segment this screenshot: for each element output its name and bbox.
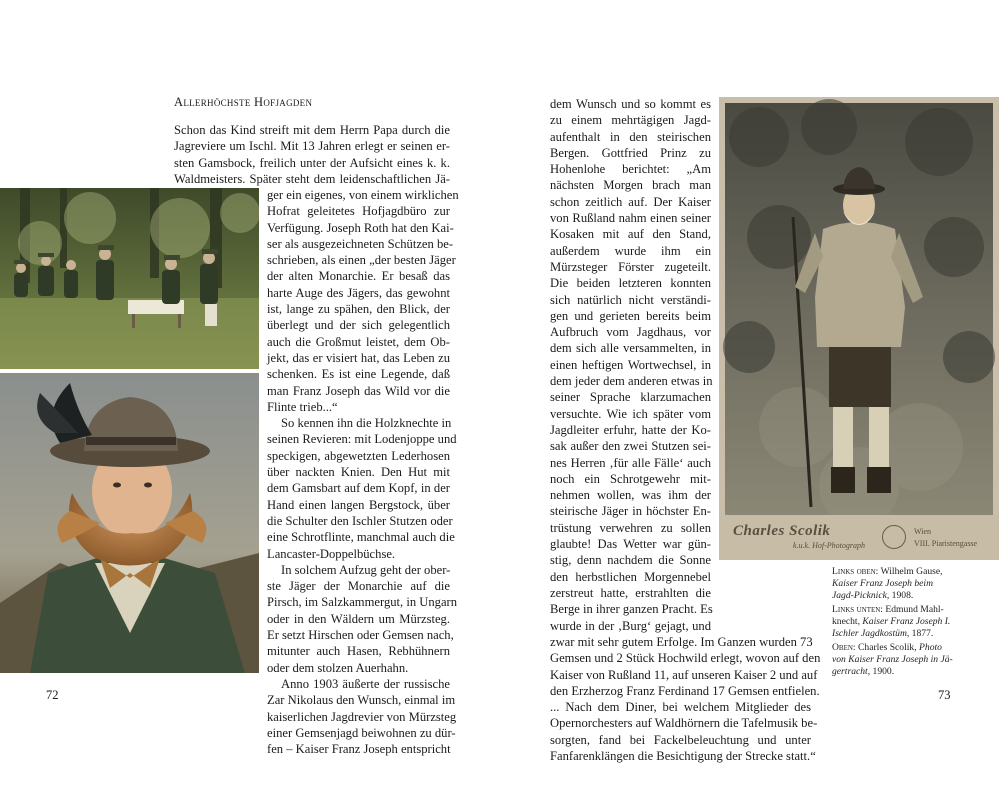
photo-address-left: Wien [914,527,932,536]
page-number-right: 73 [938,688,951,702]
running-header: Allerhöchste Hofjagden [174,95,313,109]
painting-hunt-picnic [0,188,259,369]
photo-kaiser-hunting-dress [719,97,999,560]
caption-oben: Oben: Charles Scolik, Photo von Kaiser Franz Joseph in Jä-gertracht, 1900. [832,642,953,678]
left-column-text: ger ein eigenes, von einem wirklichen Hofrat geleitetes Hofjagdbüro zur Verfügung. Joseph Roth hat den Kai- ser als ausgezeichneten Schützen be- schrieben, als einen „der besten Jäger der alten Monarchie. Er besaß das harte Auge des Jägers, das gewohnt ist, lange zu spähen, den Blick, der überlegt und der sich gelegentlich auch die Großmut leistet, dem Ob- jekt, das er visiert hat, das Leben zu schenken. Es ist eine Legende, daß man Franz Joseph das Wild vor die Flinte trieb...“ So kennen ihn die Holzknechte in seinen Revieren: mit Lodenjoppe und speckigen, abgewetzten Lederhosen über nackten Knien. Den Hut mit dem Gamsbart auf dem Kopf, in der Hand einen langen Bergstock, über die Schulter den Ischler Stutzen oder eine Schrotflinte, manchmal auch die Lancaster-Doppelbüchse. In solchem Aufzug geht der ober- ste Jäger der Monarchie auf die Pirsch, im Salzkammergut, in Ungarn oder in den Wäldern um Mürzsteg. Er setzt Hirschen oder Gemsen nach, mitunter auch Hasen, Rebhühnern oder dem stolzen Auerhahn. Anno 1903 äußerte der russische Zar Nikolaus den Wunsch, einmal im kaiserlichen Jagdrevier von Mürzsteg einer Gemsenjagd beiwohnen zu dür- fen – Kaiser Franz Joseph entspricht [267,188,459,757]
imperial-eagle-icon [882,525,906,549]
left-top-text: Schon das Kind streift mit dem Herrn Papa durch die Jagreviere um Ischl. Mit 13 Jahren erlegt er seinen er- sten Gamsbock, freilich unter der Aufsicht eines k. k. Waldmeisters. Später steht dem leidenschaftlichen Jä- [174,123,450,186]
photo-address-right: VIII. Piaristengasse [914,539,978,548]
photo-studio-sub: k.u.k. Hof-Photograph [793,541,865,550]
caption-links-unten: Links unten: Edmund Mahl-knecht, Kaiser Franz Joseph I. Ischler Jagdkostüm, 1877. [832,604,951,640]
painting-portrait-hunting-costume [0,373,259,673]
caption-links-oben: Links oben: Wilhelm Gause, Kaiser Franz Joseph beim Jagd-Picknick, 1908. [832,566,943,602]
photo-studio-mark: Charles Scolik [733,523,831,539]
right-column-text: dem Wunsch und so kommt es zu einem mehrtägigen Jagd- aufenthalt in den steirischen Bergen. Gottfried Prinz zu Hohenlohe berichtet: „Am nächsten Morgen brach man schon zeitlich auf. Der Kaiser von Rußland nahm einen seiner Kosaken mit auf den Stand, außerdem wurde ihm ein Mürzsteger Förster zugeteilt. Die beiden letzteren konnten sich natürlich nicht verständi- gen und gerieten bereits beim Aufbruch vom Jagdhaus, vor dem sich alle versammelten, in einen heftigen Wortwechsel, in dem jeder dem anderen etwas in seiner Sprache klarzumachen versuchte. Wie ich später vom Jagdleiter erfuhr, hatte der Ko- sak außer den zwei Stutzen sei- nes Herren ‚für alle Fälle‘ auch noch ein Schrotgewehr mit- nehmen wollen, was ihm der steirische Jäger in höchster En- trüstung verwehren zu sollen glaubte! Das Wetter war gün- stig, denn nachdem die Sonne den herbstlichen Morgennebel zerstreut hatte, erstrahlten die Berge in ihrer ganzen Pracht. Es wurde in der ‚Burg‘ gejagt, und [550,97,713,633]
page-number-left: 72 [46,688,59,702]
right-wide-text: zwar mit sehr gutem Erfolge. Im Ganzen wurden 73 Gemsen und 2 Stück Hochwild erlegt, wovon auf den Kaiser von Rußland 11, auf unseren Kaiser 2 und auf den Erzherzog Franz Ferdinand 17 Gemsen entfielen. ... Nach dem Diner, bei welchem Mitglieder des Opernorchesters auf Waldhörnern die Tafelmusik be- sorgten, fand bei Fackelbeleuchtung und unter Fanfarenklängen die Besichtigung der Strecke statt.“ [550,635,821,764]
